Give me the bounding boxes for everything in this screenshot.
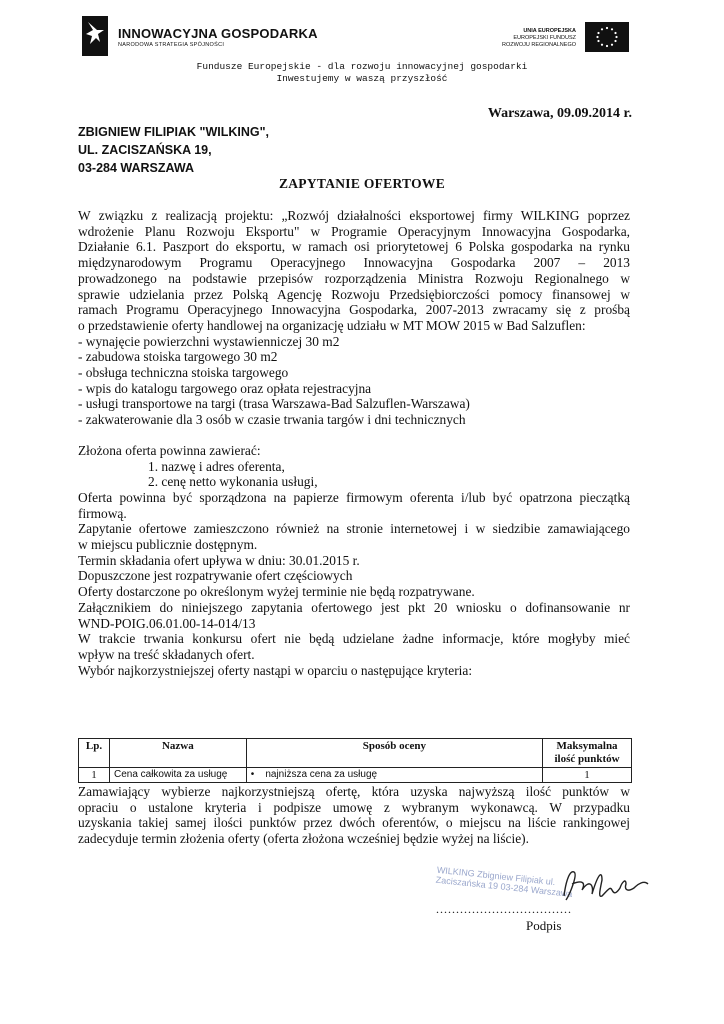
web-line: w miejscu publicznie dostępnym. (78, 537, 258, 553)
partial-offers-line: Dopuszczone jest rozpatrywanie ofert częściowych (78, 568, 353, 584)
closing-line: zadecyduje termin złożenia oferty (oferta złożona wcześniej będzie wyżej na liście). (78, 831, 529, 847)
scope-item: - zabudowa stoiska targowego 30 m2 (78, 349, 278, 365)
scope-item: - zakwaterowanie dla 3 osób w czasie trwania targów i dni technicznych (78, 412, 466, 428)
table-row (79, 768, 632, 783)
info-line: wpływ na treść składanych ofert. (78, 646, 255, 662)
fund-line-1: Fundusze Europejskie - dla rozwoju innowacyjnej gospodarki (196, 61, 528, 72)
eu-line-1: UNIA EUROPEJSKA (523, 28, 576, 34)
signature-line: .................................. (436, 902, 572, 916)
innowacyjna-gospodarka-logo-text (118, 26, 318, 48)
offer-intro: Złożona oferta powinna zawierać: (78, 442, 261, 458)
criteria-table (78, 738, 632, 783)
closing-line: Zamawiający wybierze najkorzystniejszą ofertę, która uzyska najwyższą ilość punktów w (78, 784, 630, 799)
table-header: Maksymalna ilość punktów (543, 739, 632, 768)
logo-title: INNOWACYJNA GOSPODARKA (118, 26, 318, 41)
address-line-3: 03-284 WARSZAWA (78, 161, 195, 175)
table-cell-method (246, 768, 542, 783)
intro-line: Działanie 6.1. Paszport do eksportu, w ramach osi priorytetowej 6 Polska gospodarka na rynku (78, 239, 630, 255)
logo-subtitle: NARODOWA STRATEGIA SPÓJNOŚCI (118, 42, 225, 48)
info-line: W trakcie trwania konkursu ofert nie będą udzielane żadne informacje, które mogłyby mieć (78, 631, 630, 647)
address-line-2: UL. ZACISZAŃSKA 19, (78, 143, 212, 157)
intro-line: sprawie udzielania przez Polską Agencję Rozwoju Przedsiębiorczości pomocy finansowej w (78, 286, 630, 302)
method-text: najniższa cena za usługę (265, 769, 378, 780)
offer-item: 1. nazwę i adres oferenta, (148, 458, 285, 474)
scope-item: - wpis do katalogu targowego oraz opłata rejestracyjna (78, 380, 372, 396)
table-cell-name: Cena całkowita za usługę (109, 768, 246, 783)
eu-flag-icon (585, 22, 629, 52)
intro-line: wdrożenie Planu Rozwoju Eksportu" w Programie Operacyjnym Innowacyjna Gospodarka, (78, 223, 630, 239)
bullet-icon: • (250, 769, 266, 780)
document-date: Warszawa, 09.09.2014 r. (487, 106, 632, 121)
closing-line: uzyskania takiej samej ilości punktów przez dwóch oferentów, o miejscu na liście rankingowej (78, 815, 630, 831)
web-line: Zapytanie ofertowe zamieszczono również na stronie internetowej i w siedzibie zamawiającego (78, 521, 630, 537)
criteria-intro: Wybór najkorzystniejszej oferty nastąpi w oparciu o następujące kryteria: (78, 662, 473, 678)
eu-line-2: EUROPEJSKI FUNDUSZ (513, 35, 576, 41)
eu-logo-text (502, 28, 576, 49)
late-offers-line: Oferty dostarczone po określonym wyżej terminie nie będą rozpatrywane. (78, 584, 475, 600)
fund-line-2: Inwestujemy w waszą przyszłość (276, 73, 448, 84)
scope-item: - obsługa techniczna stoiska targowego (78, 365, 289, 381)
table-header: Sposób oceny (246, 739, 542, 768)
stamp-text: WILKING Zbigniew Filipiak ul. Zaciszańska 19 03-284 Warszawa (435, 864, 573, 899)
table-header: Nazwa (109, 739, 246, 768)
eu-line-3: ROZWOJU REGIONALNEGO (502, 42, 576, 48)
document-title: ZAPYTANIE OFERTOWE (278, 176, 446, 191)
intro-line: prowadzonego na podstawie przepisów rozporządzenia Ministra Rozwoju Regionalnego w (78, 270, 630, 286)
deadline-line: Termin składania ofert upływa w dniu: 30.01.2015 r. (78, 552, 360, 568)
intro-line: międzynarodowym Programu Operacyjnego Innowacyjna Gospodarka 2007 – 2013 (78, 255, 630, 271)
intro-last-line: o przedstawienie oferty handlowej na organizację udziału w MT MOW 2015 w Bad Salzuflen: (78, 317, 586, 333)
intro-line: ramach Programu Operacyjnego Innowacyjna Gospodarka, 2007-2013 zwracamy się z prośbą (78, 302, 630, 318)
scope-item: - wynajęcie powierzchni wystawienniczej 30 m2 (78, 333, 340, 349)
closing-line: opraciu o ustalone kryteria i podpisze umowę z wybranym wykonawcą. W przypadku (78, 799, 630, 815)
attachment-line: Załącznikiem do niniejszego zapytania ofertowego jest pkt 20 wniosku o dofinansowanie nr (78, 599, 630, 615)
scope-item: - usługi transportowe na targi (trasa Warszawa-Bad Salzuflen-Warszawa) (78, 396, 470, 412)
table-cell-lp: 1 (79, 768, 110, 783)
attachment-line: WND-POIG.06.01.00-14-014/13 (78, 615, 256, 631)
innowacyjna-gospodarka-logo-icon (82, 16, 108, 56)
table-header-row (79, 739, 632, 768)
table-header: Lp. (79, 739, 110, 768)
closing-paragraph (78, 784, 630, 847)
document-body (78, 208, 630, 678)
table-cell-max: 1 (543, 768, 632, 783)
signature-label: Podpis (526, 918, 562, 933)
paper-line: Oferta powinna być sporządzona na papierze firmowym oferenta i/lub być opatrzona pieczątką (78, 489, 630, 505)
address-line-1: ZBIGNIEW FILIPIAK "WILKING", (78, 125, 270, 139)
offer-item: 2. cenę netto wykonania usługi, (148, 474, 318, 490)
paper-line: firmową. (78, 505, 127, 521)
intro-line: W związku z realizacją projektu: „Rozwój działalności eksportowej firmy WILKING poprzez (78, 208, 630, 223)
